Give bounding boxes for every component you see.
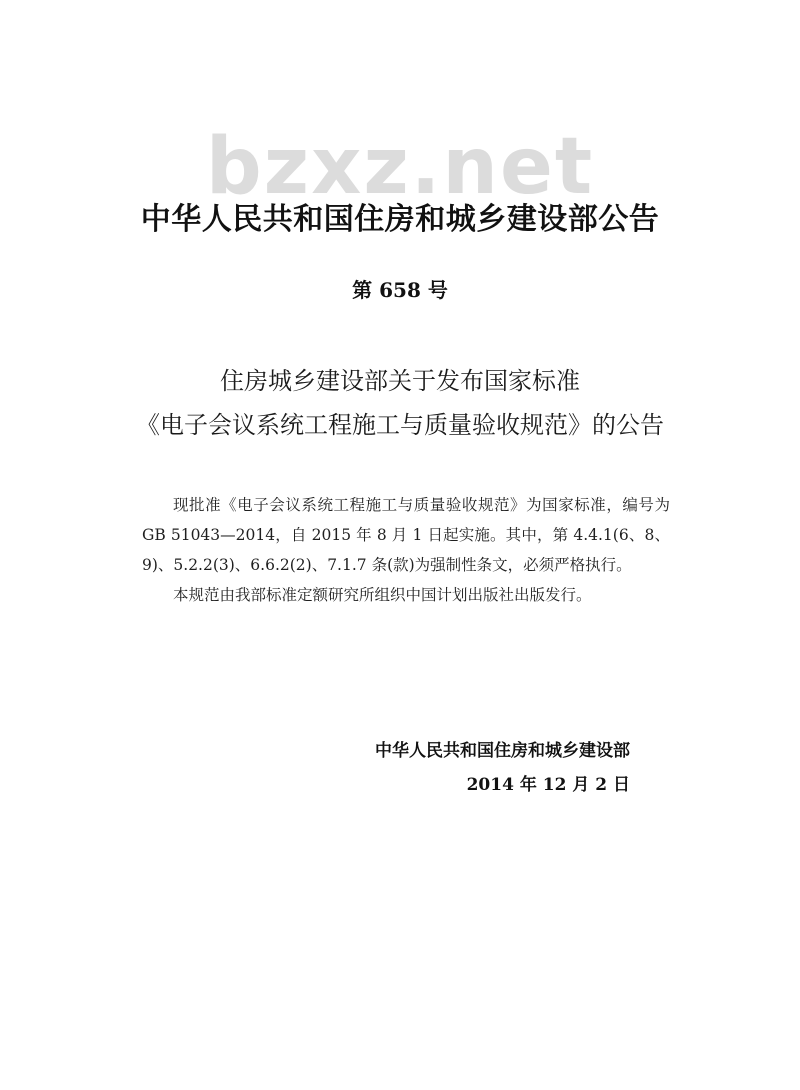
- announcement-body: [142, 490, 670, 610]
- page-title: 中华人民共和国住房和城乡建设部公告: [140, 202, 660, 237]
- issue-date: 2014 年 12 月 2 日: [466, 775, 630, 795]
- watermark-text: bzxz.net: [205, 122, 595, 212]
- subtitle-line-1: 住房城乡建设部关于发布国家标准: [220, 367, 580, 395]
- body-paragraph-2: 本规范由我部标准定额研究所组织中国计划出版社出版发行。: [173, 586, 592, 604]
- body-paragraph-1: 现批准《电子会议系统工程施工与质量验收规范》为国家标准，编号为 GB 51043—2014，自 2015 年 8 月 1 日起实施。其中，第 4.4.1(6、8、9)、5.2.2(3)、6.6.2(2)、7.1.7 条(款)为强制性条文，必须严格执行。: [142, 496, 670, 574]
- announcement-number: 第 658 号: [352, 278, 448, 302]
- subtitle-line-2: 《电子会议系统工程施工与质量验收规范》的公告: [136, 411, 664, 439]
- issuer-name: 中华人民共和国住房和城乡建设部: [375, 741, 630, 761]
- signature-block: [330, 734, 660, 802]
